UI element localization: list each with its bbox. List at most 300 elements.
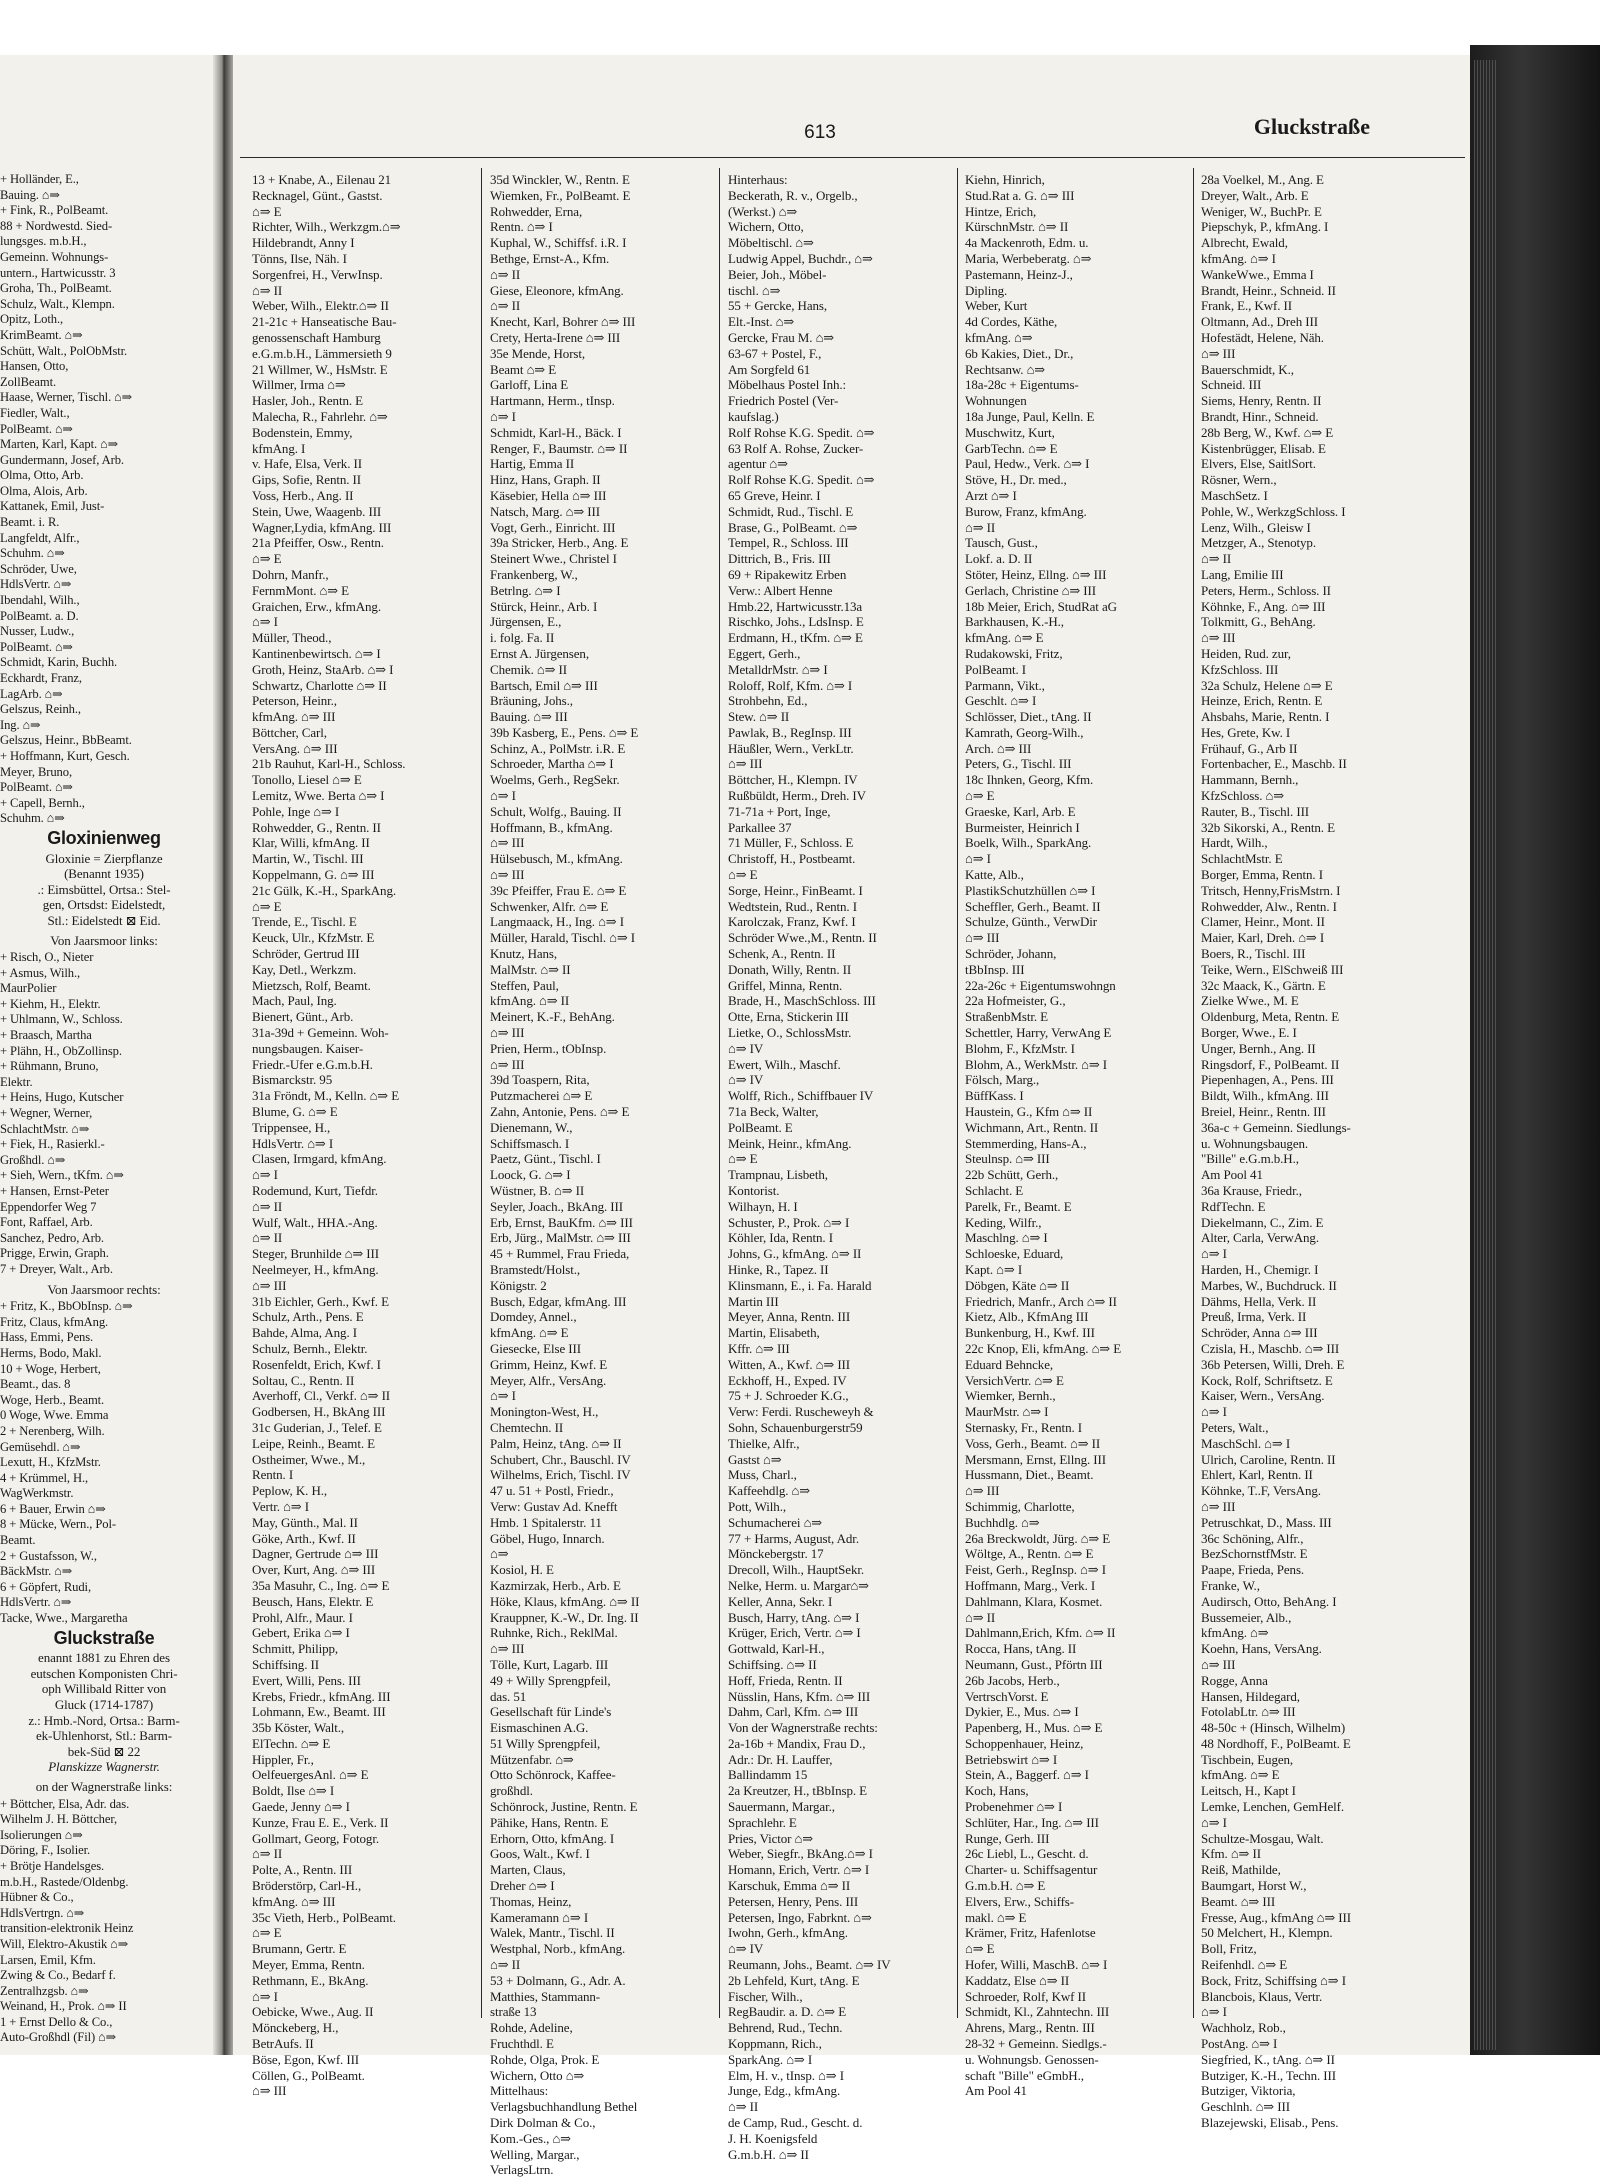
- directory-entry: Beusch, Hans, Elektr. E: [252, 1593, 374, 1609]
- directory-entry: Fiedler, Walt.,: [0, 405, 70, 420]
- directory-entry: Sauermann, Margar.,: [728, 1799, 835, 1815]
- directory-entry: Dagner, Gertrude ⌂⇒ III: [252, 1546, 379, 1562]
- directory-entry: Schlösser, Diet., tAng. II: [965, 709, 1092, 725]
- directory-entry: Kffr. ⌂⇒ III: [728, 1340, 790, 1356]
- directory-entry: + Fritz, K., BbObInsp. ⌂⇒: [0, 1299, 133, 1314]
- directory-entry: Schoppenhauer, Heinz,: [965, 1735, 1084, 1751]
- directory-entry: Seyler, Joach., BkAng. III: [490, 1198, 623, 1214]
- directory-entry: Koppelmann, G. ⌂⇒ III: [252, 867, 375, 883]
- directory-entry: ⌂⇒ E: [252, 551, 282, 567]
- directory-entry: PlastikSchutzhüllen ⌂⇒ I: [965, 882, 1096, 898]
- directory-entry: Pries, Victor ⌂⇒: [728, 1830, 814, 1846]
- directory-entry: 2a-16b + Mandix, Frau D.,: [728, 1735, 866, 1751]
- directory-entry: Leipe, Reinh., Beamt. E: [252, 1435, 375, 1451]
- directory-entry: Tempel, R., Schloss. III: [728, 535, 849, 551]
- directory-entry: Käsebier, Hella ⌂⇒ III: [490, 487, 607, 503]
- directory-entry: Martin, Elisabeth,: [728, 1325, 820, 1341]
- section-heading-gloxinienweg: Gloxinienweg: [47, 827, 161, 848]
- directory-entry: Mersmann, Ernst, Ellng. III: [965, 1451, 1106, 1467]
- directory-entry: Franke, W.,: [1201, 1577, 1260, 1593]
- directory-entry: ⌂⇒ III: [252, 2083, 287, 2099]
- directory-entry: Knecht, Karl, Bohrer ⌂⇒ III: [490, 314, 636, 330]
- directory-entry: Dirk Dolman & Co.,: [490, 2115, 596, 2131]
- directory-entry: Elektr.: [0, 1074, 33, 1089]
- directory-entry: Hildebrandt, Anny I: [252, 235, 355, 251]
- directory-entry: Tritsch, Henny,FrisMstrn. I: [1201, 882, 1341, 898]
- directory-entry: 48 Nordhoff, F., PolBeamt. E: [1201, 1735, 1351, 1751]
- directory-entry: Wiemker, Bernh.,: [965, 1388, 1056, 1404]
- directory-entry: Cöllen, G., PolBeamt.: [252, 2067, 365, 2083]
- directory-entry: Schröder, Anna ⌂⇒ III: [1201, 1325, 1318, 1341]
- directory-entry: ⌂⇒ E: [252, 203, 282, 219]
- directory-entry: Möbeltischl. ⌂⇒: [728, 235, 814, 251]
- directory-entry: Chemik. ⌂⇒ II: [490, 661, 567, 677]
- directory-entry: 39b Kasberg, E., Pens. ⌂⇒ E: [490, 724, 639, 740]
- directory-entry: Bauing. ⌂⇒: [0, 187, 60, 202]
- directory-entry: Bartsch, Emil ⌂⇒ III: [490, 677, 598, 693]
- directory-entry: Döring, F., Isolier.: [0, 1843, 91, 1858]
- directory-entry: Schönrock, Justine, Rentn. E: [490, 1799, 638, 1815]
- directory-entry: Göbel, Hugo, Innarch.: [490, 1530, 605, 1546]
- directory-entry: Hinterhaus:: [728, 172, 788, 187]
- directory-entry: Welling, Margar.,: [490, 2146, 580, 2162]
- directory-entry: KürschnMstr. ⌂⇒ II: [965, 219, 1069, 235]
- directory-entry: Parmann, Vikt.,: [965, 677, 1045, 693]
- directory-entry: PolBeamt. ⌂⇒: [0, 421, 73, 436]
- directory-entry: MaschSetz. I: [1201, 487, 1268, 503]
- directory-entry: Piepschyk, P., kfmAng. I: [1201, 219, 1329, 235]
- directory-entry: OelfeuergesAnl. ⌂⇒ E: [252, 1767, 369, 1783]
- directory-entry: Isolierungen ⌂⇒: [0, 1827, 83, 1842]
- directory-entry: Stud.Rat a. G. ⌂⇒ III: [965, 187, 1075, 203]
- directory-entry: Piepenhagen, A., Pens. III: [1201, 1072, 1334, 1088]
- directory-entry: Erdmann, H., tKfm. ⌂⇒ E: [728, 630, 863, 646]
- directory-entry: 32a Schulz, Helene ⌂⇒ E: [1201, 677, 1333, 693]
- directory-entry: Boers, R., Tischl. III: [1201, 946, 1306, 962]
- directory-entry: Dreyer, Walt., Arb. E: [1201, 187, 1309, 203]
- directory-entry: Eduard Behncke,: [965, 1356, 1054, 1372]
- directory-entry: 10 + Woge, Herbert,: [0, 1361, 101, 1376]
- directory-entry: HdlsVertr. ⌂⇒ I: [252, 1135, 334, 1151]
- directory-entry: 39d Toaspern, Rita,: [490, 1072, 590, 1088]
- directory-entry: BezSchornstfMstr. E: [1201, 1546, 1308, 1562]
- directory-entry: 31b Eichler, Gerh., Kwf. E: [252, 1293, 389, 1309]
- directory-entry: 22a-26c + Eigentumswohngn: [965, 977, 1116, 993]
- directory-entry: ⌂⇒ II: [252, 1230, 283, 1246]
- directory-entry: Wüstner, B. ⌂⇒ II: [490, 1183, 585, 1198]
- directory-entry: Verlagsbuchhandlung Bethel: [490, 2099, 638, 2115]
- directory-entry: Wolff, Rich., Schiffbauer IV: [728, 1088, 874, 1104]
- directory-entry: Marten, Karl, Kapt. ⌂⇒: [0, 437, 119, 452]
- directory-entry: Gerlach, Christine ⌂⇒ III: [965, 582, 1096, 598]
- directory-entry: Strohbehn, Ed.,: [728, 693, 808, 709]
- directory-entry: Schulze, Günth., VerwDir: [965, 914, 1098, 930]
- directory-entry: Woelms, Gerh., RegSekr.: [490, 772, 620, 788]
- gloxinienweg-sub-right: Von Jaarsmoor rechts:: [47, 1281, 161, 1297]
- directory-entry: 69 + Ripakewitz Erben: [728, 566, 847, 582]
- directory-entry: Hansen, Hildegard,: [1201, 1688, 1300, 1704]
- directory-entry: Krämer, Fritz, Hafenlotse: [965, 1925, 1096, 1941]
- directory-entry: Gaede, Jenny ⌂⇒ I: [252, 1799, 350, 1815]
- directory-entry: 4a Mackenroth, Edm. u.: [965, 235, 1089, 251]
- directory-entry: ⌂⇒ I: [1201, 1814, 1227, 1830]
- directory-entry: Trippensee, H.,: [252, 1119, 331, 1135]
- directory-entry: 21a Pfeiffer, Osw., Rentn.: [252, 535, 384, 551]
- directory-entry: kfmAng. I: [252, 440, 306, 456]
- directory-entry: Rosenfeldt, Erich, Kwf. I: [252, 1356, 381, 1372]
- directory-entry: Bröderstörp, Carl-H.,: [252, 1878, 362, 1894]
- directory-entry: ek-Uhlenhorst, Stl.: Barm-: [35, 1728, 173, 1744]
- directory-entry: 4 + Krümmel, H.,: [0, 1470, 89, 1485]
- directory-entry: Hansen, Otto,: [0, 359, 69, 374]
- directory-entry: 2 + Nerenberg, Wilh.: [0, 1423, 105, 1438]
- directory-entry: ⌂⇒ III: [490, 1641, 525, 1657]
- directory-entry: Kunze, Frau E. E., Verk. II: [252, 1814, 389, 1830]
- directory-entry: kfmAng. ⌂⇒: [1201, 1625, 1269, 1641]
- directory-entry: + Capell, Bernh.,: [0, 795, 85, 810]
- directory-entry: Müller, Harald, Tischl. ⌂⇒ I: [490, 930, 636, 946]
- directory-entry: Peters, Herm., Schloss. II: [1201, 582, 1331, 598]
- directory-entry: WagWerkmstr.: [0, 1486, 74, 1501]
- directory-entry: Haase, Werner, Tischl. ⌂⇒: [0, 390, 133, 405]
- directory-entry: + Uhlmann, W., Schloss.: [0, 1012, 123, 1027]
- directory-entry: Hintze, Erich,: [965, 203, 1037, 219]
- directory-entry: ⌂⇒ III: [965, 1483, 1000, 1499]
- column-3: [728, 172, 950, 2162]
- directory-entry: Karschuk, Emma ⌂⇒ II: [728, 1878, 851, 1894]
- directory-entry: Walek, Mantr., Tischl. II: [490, 1925, 615, 1941]
- directory-entry: tBbInsp. III: [965, 961, 1025, 977]
- column-rule: [481, 168, 482, 2018]
- directory-entry: Ahrens, Marg., Rentn. III: [965, 2020, 1095, 2036]
- directory-entry: Wichern, Otto,: [728, 219, 804, 235]
- directory-entry: Erhorn, Otto, kfmAng. I: [490, 1830, 615, 1846]
- directory-entry: Butziger, K.-H., Techn. III: [1201, 2067, 1336, 2083]
- directory-entry: Heiden, Rud. zur,: [1201, 645, 1291, 661]
- directory-entry: ⌂⇒ I: [490, 1388, 516, 1404]
- directory-entry: Zwing & Co., Bedarf f.: [0, 1968, 116, 1983]
- map-note: Planskizze Wagnerstr.: [48, 1759, 160, 1775]
- directory-entry: Verw: Ferdi. Ruscheweyh &: [728, 1404, 874, 1420]
- directory-entry: Pott, Wilh.,: [728, 1498, 786, 1514]
- directory-entry: Peters, G., Tischl. III: [965, 756, 1072, 772]
- directory-entry: Koppmann, Rich.,: [728, 2036, 822, 2052]
- directory-entry: Gottwald, Karl-H.,: [728, 1641, 825, 1657]
- directory-entry: ⌂⇒ E: [252, 1925, 282, 1941]
- directory-entry: Zentralhzgsb. ⌂⇒: [0, 1983, 89, 1998]
- directory-entry: Weber, Kurt: [965, 298, 1028, 314]
- directory-entry: Stl.: Eidelstedt ⊠ Eid.: [47, 912, 161, 928]
- directory-entry: Bethge, Ernst-A., Kfm.: [490, 250, 610, 266]
- directory-entry: Wilhelms, Erich, Tischl. IV: [490, 1467, 631, 1483]
- directory-entry: G.m.b.H. ⌂⇒ E: [965, 1878, 1046, 1894]
- directory-entry: Dähms, Hella, Verk. II: [1201, 1293, 1317, 1309]
- directory-entry: Papenberg, H., Mus. ⌂⇒ E: [965, 1720, 1103, 1736]
- directory-entry: Borger, Emma, Rentn. I: [1201, 867, 1323, 883]
- directory-entry: Borger, Wwe., E. I: [1201, 1025, 1297, 1041]
- directory-entry: Böttcher, H., Klempn. IV: [728, 772, 858, 788]
- directory-entry: Lexutt, H., KfzMstr.: [0, 1455, 101, 1470]
- column-rule: [719, 168, 720, 2018]
- column-1: [252, 172, 474, 2099]
- directory-entry: Brandt, Hinr., Schneid.: [1201, 408, 1319, 424]
- directory-entry: 75 + J. Schroeder K.G.,: [728, 1388, 849, 1404]
- directory-entry: PostAng. ⌂⇒ I: [1201, 2036, 1278, 2052]
- directory-entry: Tölle, Kurt, Lagarb. III: [490, 1656, 609, 1672]
- directory-entry: ⌂⇒ I: [965, 851, 991, 867]
- directory-entry: Schneid. III: [1201, 377, 1262, 393]
- gluckstrasse-left-entries: [0, 1797, 208, 2047]
- directory-entry: Vogt, Gerh., Einricht. III: [490, 519, 616, 535]
- directory-entry: PolBeamt. I: [965, 661, 1027, 677]
- directory-entry: Beckerath, R. v., Orgelb.,: [728, 187, 858, 203]
- directory-entry: ⌂⇒ II: [1201, 551, 1232, 567]
- directory-entry: Bramstedt/Holst.,: [490, 1261, 581, 1277]
- directory-entry: Sternasky, Fr., Rentn. I: [965, 1419, 1082, 1435]
- directory-entry: Fresse, Aug., kfmAng ⌂⇒ III: [1201, 1909, 1351, 1925]
- directory-entry: das. 51: [490, 1688, 527, 1704]
- directory-entry: 49 + Willy Sprengpfeil,: [490, 1672, 611, 1688]
- gloxinienweg-note: [0, 851, 208, 929]
- directory-entry: Will, Elektro-Akustik ⌂⇒: [0, 1936, 129, 1951]
- directory-entry: Larsen, Emil, Kfm.: [0, 1952, 96, 1967]
- directory-entry: Hofer, Willi, MaschB. ⌂⇒ I: [965, 1957, 1108, 1973]
- directory-entry: Schmidt, Karin, Buchh.: [0, 655, 118, 670]
- directory-entry: Behrend, Rud., Techn.: [728, 2020, 843, 2036]
- directory-entry: ⌂⇒ II: [490, 1957, 521, 1973]
- directory-entry: Klar, Willi, kfmAng. II: [252, 835, 370, 851]
- directory-entry: 28b Berg, W., Kwf. ⌂⇒ E: [1201, 424, 1334, 440]
- directory-entry: Marten, Claus,: [490, 1862, 566, 1878]
- directory-entry: Petersen, Ingo, Fabrknt. ⌂⇒: [728, 1909, 872, 1925]
- directory-entry: Schröder, Johann,: [965, 946, 1057, 962]
- directory-entry: Möbelhaus Postel Inh.:: [728, 377, 847, 393]
- directory-entry: Rudakowski, Fritz,: [965, 645, 1063, 661]
- directory-entry: Hinke, R., Tapez. II: [728, 1261, 829, 1277]
- directory-entry: Rösner, Wern.,: [1201, 472, 1277, 488]
- directory-entry: 88 + Nordwestd. Sied-: [0, 218, 113, 233]
- directory-entry: 0 Woge, Wwe. Emma: [0, 1408, 109, 1423]
- directory-entry: Lokf. a. D. II: [965, 551, 1033, 567]
- directory-entry: Gastst ⌂⇒: [728, 1451, 782, 1467]
- directory-entry: Homann, Erich, Vertr. ⌂⇒ I: [728, 1862, 870, 1878]
- directory-entry: Hippler, Fr.,: [252, 1751, 314, 1767]
- directory-entry: Stöve, H., Dr. med.,: [965, 472, 1067, 488]
- directory-entry: Muschwitz, Kurt,: [965, 424, 1055, 440]
- directory-entry: Tonollo, Liesel ⌂⇒ E: [252, 772, 362, 788]
- directory-entry: Beamt. ⌂⇒ III: [1201, 1893, 1276, 1909]
- directory-entry: Kiehn, Hinrich,: [965, 172, 1045, 187]
- directory-entry: Rolf Rohse K.G. Spedit. ⌂⇒: [728, 424, 875, 440]
- directory-entry: Rußbüldt, Herm., Dreh. IV: [728, 788, 866, 804]
- directory-entry: Garloff, Lina E: [490, 377, 569, 393]
- directory-entry: ⌂⇒ E: [965, 1941, 995, 1957]
- directory-entry: Goos, Walt., Kwf. I: [490, 1846, 590, 1862]
- directory-entry: Ulrich, Caroline, Rentn. II: [1201, 1451, 1336, 1467]
- directory-entry: Preuß, Irma, Verk. II: [1201, 1309, 1307, 1325]
- directory-entry: Herms, Bodo, Makl.: [0, 1345, 102, 1360]
- directory-entry: + Fink, R., PolBeamt.: [0, 203, 109, 218]
- directory-entry: ⌂⇒ III: [728, 756, 763, 772]
- directory-entry: Natsch, Marg. ⌂⇒ III: [490, 503, 600, 519]
- directory-entry: 21c Gülk, K.-H., SparkAng.: [252, 882, 396, 898]
- directory-entry: Hofestädt, Helene, Näh.: [1201, 329, 1324, 345]
- directory-entry: Göke, Arth., Kwf. II: [252, 1530, 356, 1546]
- directory-entry: Meyer, Anna, Rentn. III: [728, 1309, 851, 1325]
- header-rule: [240, 157, 1465, 158]
- directory-entry: Groth, Heinz, StaArb. ⌂⇒ I: [252, 661, 394, 677]
- directory-entry: Oldenburg, Meta, Rentn. E: [1201, 1009, 1340, 1025]
- directory-entry: Erb, Jürg., MalMstr. ⌂⇒ III: [490, 1230, 631, 1246]
- directory-entry: Köhnke, T..F, VersAng.: [1201, 1483, 1321, 1499]
- directory-entry: kfmAng. ⌂⇒ E: [1201, 1767, 1280, 1783]
- directory-entry: 71a Beck, Walter,: [728, 1104, 819, 1120]
- directory-entry: Karolczak, Franz, Kwf. I: [728, 914, 856, 930]
- directory-entry: Kock, Rolf, Schriftsetz. E: [1201, 1372, 1333, 1388]
- directory-entry: Parkallee 37: [728, 819, 792, 835]
- directory-entry: 7 + Dreyer, Walt., Arb.: [0, 1261, 113, 1276]
- directory-entry: Schmidt, Rud., Tischl. E: [728, 503, 854, 519]
- directory-entry: transition-elektronik Heinz: [0, 1921, 134, 1936]
- directory-entry: Feist, Gerh., RegInsp. ⌂⇒ I: [965, 1562, 1106, 1578]
- directory-entry: + Fiek, H., Rasierkl.-: [0, 1137, 105, 1152]
- directory-entry: Wöltge, A., Rentn. ⌂⇒ E: [965, 1546, 1094, 1562]
- directory-entry: Hmb.22, Hartwicusstr.13a: [728, 598, 863, 614]
- directory-entry: Gluck (1714-1787): [54, 1697, 154, 1712]
- directory-entry: 18b Meier, Erich, StudRat aG: [965, 598, 1117, 614]
- directory-entry: Frankenberg, W.,: [490, 566, 578, 582]
- directory-entry: VerlagsLtrn.: [490, 2162, 554, 2178]
- directory-entry: Neumann, Gust., Pförtn III: [965, 1656, 1103, 1672]
- directory-entry: SchlachtMstr. E: [1201, 851, 1283, 867]
- directory-entry: Wichmann, Art., Rentn. II: [965, 1119, 1099, 1135]
- directory-entry: Clasen, Irmgard, kfmAng.: [252, 1151, 387, 1167]
- directory-entry: kfmAng. ⌂⇒ E: [965, 630, 1044, 646]
- directory-entry: Schlacht. E: [965, 1183, 1024, 1198]
- directory-entry: ⌂⇒: [490, 1546, 509, 1562]
- directory-entry: Roloff, Rolf, Kfm. ⌂⇒ I: [728, 677, 853, 693]
- directory-entry: großhdl.: [490, 1783, 533, 1799]
- directory-entry: PolBeamt. a. D.: [0, 608, 79, 623]
- directory-entry: Keding, Wilfr.,: [965, 1214, 1042, 1230]
- gloxinienweg-right-entries: [0, 1299, 208, 1626]
- directory-entry: + Risch, O., Nieter: [0, 950, 94, 965]
- directory-entry: Blume, G. ⌂⇒ E: [252, 1104, 338, 1120]
- directory-entry: Tönns, Ilse, Näh. I: [252, 250, 347, 266]
- directory-entry: Hartmann, Herm., tInsp.: [490, 393, 615, 409]
- directory-entry: MalMstr. ⌂⇒ II: [490, 961, 571, 977]
- directory-entry: Kontorist.: [728, 1183, 780, 1198]
- directory-entry: u. Wohnungsbaugen.: [1201, 1135, 1309, 1151]
- directory-entry: Keller, Anna, Sekr. I: [728, 1593, 833, 1609]
- directory-entry: Dienemann, W.,: [490, 1119, 573, 1135]
- directory-entry: Loock, G. ⌂⇒ I: [490, 1167, 571, 1183]
- directory-entry: Willmer, Irma ⌂⇒: [252, 377, 346, 393]
- directory-entry: Gollmart, Georg, Fotogr.: [252, 1830, 379, 1846]
- directory-entry: Hass, Emmi, Pens.: [0, 1330, 94, 1345]
- directory-entry: Trende, E., Tischl. E: [252, 914, 357, 930]
- directory-entry: Otto Schönrock, Kaffee-: [490, 1767, 616, 1783]
- directory-entry: ⌂⇒ I: [1201, 1404, 1227, 1420]
- directory-entry: Ernst A. Jürgensen,: [490, 645, 589, 661]
- directory-entry: Kaddatz, Else ⌂⇒ II: [965, 1972, 1070, 1988]
- directory-entry: Busch, Harry, tAng. ⌂⇒ I: [728, 1609, 860, 1625]
- directory-entry: Bismarckstr. 95: [252, 1072, 333, 1088]
- directory-entry: 55 + Gercke, Hans,: [728, 298, 828, 314]
- directory-entry: Böttcher, Carl,: [252, 724, 327, 740]
- directory-entry: Meyer, Alfr., VersAng.: [490, 1372, 607, 1388]
- directory-entry: Eismaschinen A.G.: [490, 1720, 589, 1736]
- directory-entry: ⌂⇒ E: [252, 898, 282, 914]
- directory-entry: Rohwedder, G., Rentn. II: [252, 819, 381, 835]
- directory-entry: Matthies, Stammann-: [490, 1988, 601, 2004]
- directory-entry: Weber, Wilh., Elektr.⌂⇒ II: [252, 298, 389, 314]
- directory-entry: Pawlak, B., RegInsp. III: [728, 724, 852, 740]
- directory-entry: Neelmeyer, H., kfmAng.: [252, 1261, 379, 1277]
- directory-entry: Auto-Großhdl (Fil) ⌂⇒: [0, 2030, 117, 2045]
- directory-entry: Font, Raffael, Arb.: [0, 1215, 93, 1230]
- directory-entry: Böse, Egon, Kwf. III: [252, 2051, 360, 2067]
- directory-entry: Mönckeberg, H.,: [252, 2020, 339, 2036]
- directory-entry: Albrecht, Ewald,: [1201, 235, 1288, 251]
- directory-entry: Kattanek, Emil, Just-: [0, 499, 105, 514]
- directory-entry: .: Eimsbüttel, Ortsa.: Stel-: [37, 881, 171, 897]
- directory-entry: Soltau, C., Rentn. II: [252, 1372, 355, 1388]
- directory-entry: Koehn, Hans, VersAng.: [1201, 1641, 1322, 1657]
- directory-entry: Rethmann, E., BkAng.: [252, 1972, 369, 1988]
- directory-entry: Am Sorgfeld 61: [728, 361, 811, 377]
- directory-entry: tischl. ⌂⇒: [728, 282, 781, 298]
- directory-entry: Steger, Brunhilde ⌂⇒ III: [252, 1246, 379, 1262]
- directory-entry: Wagner,Lydia, kfmAng. III: [252, 519, 392, 535]
- directory-entry: Wachholz, Rob.,: [1201, 2020, 1286, 2036]
- directory-entry: Steinert Wwe., Christel I: [490, 551, 617, 567]
- directory-entry: Runge, Gerh. III: [965, 1830, 1050, 1846]
- directory-entry: Rauter, B., Tischl. III: [1201, 803, 1310, 819]
- column-rule: [957, 168, 958, 2018]
- directory-entry: Beamt.: [0, 1533, 36, 1548]
- directory-entry: Giesecke, Else III: [490, 1340, 581, 1356]
- directory-entry: Ehlert, Karl, Rentn. II: [1201, 1467, 1313, 1483]
- directory-entry: Kameramann ⌂⇒ I: [490, 1909, 589, 1925]
- directory-entry: 31a Fröndt, M., Kelln. ⌂⇒ E: [252, 1088, 400, 1104]
- directory-entry: Meyer, Emma, Rentn.: [252, 1957, 365, 1973]
- directory-entry: Sohn, Schauenburgerstr59: [728, 1419, 863, 1435]
- directory-entry: Rechtsanw. ⌂⇒: [965, 361, 1046, 377]
- directory-entry: Beamt. i. R.: [0, 515, 60, 530]
- left-top-entries: [0, 172, 208, 827]
- directory-entry: 2a Kreutzer, H., tBbInsp. E: [728, 1783, 868, 1799]
- directory-entry: ⌂⇒ III: [1201, 1498, 1236, 1514]
- directory-entry: Alter, Carla, VerwAng.: [1201, 1230, 1319, 1246]
- directory-entry: Gercke, Frau M. ⌂⇒: [728, 329, 835, 345]
- directory-entry: Ballindamm 15: [728, 1767, 808, 1783]
- directory-entry: 35c Vieth, Herb., PolBeamt.: [252, 1909, 396, 1925]
- directory-entry: Tacke, Wwe., Margaretha: [0, 1611, 128, 1626]
- directory-entry: Fritz, Claus, kfmAng.: [0, 1314, 109, 1329]
- directory-entry: Graeske, Karl, Arb. E: [965, 803, 1076, 819]
- directory-entry: + Kiehm, H., Elektr.: [0, 996, 101, 1011]
- directory-entry: Rolf Rohse K.G. Spedit. ⌂⇒: [728, 472, 875, 488]
- directory-entry: 31a-39d + Gemeinn. Woh-: [252, 1025, 389, 1041]
- directory-entry: + Asmus, Wilh.,: [0, 965, 81, 980]
- directory-entry: Fischer, Wilh.,: [728, 1988, 803, 2004]
- directory-entry: LagArb. ⌂⇒: [0, 686, 63, 701]
- directory-entry: SchlachtMstr. ⌂⇒: [0, 1121, 90, 1136]
- directory-entry: Heinze, Erich, Rentn. E: [1201, 693, 1323, 709]
- directory-entry: Prohl, Alfr., Maur. I: [252, 1609, 353, 1625]
- directory-entry: Metzger, A., Stenotyp.: [1201, 535, 1316, 551]
